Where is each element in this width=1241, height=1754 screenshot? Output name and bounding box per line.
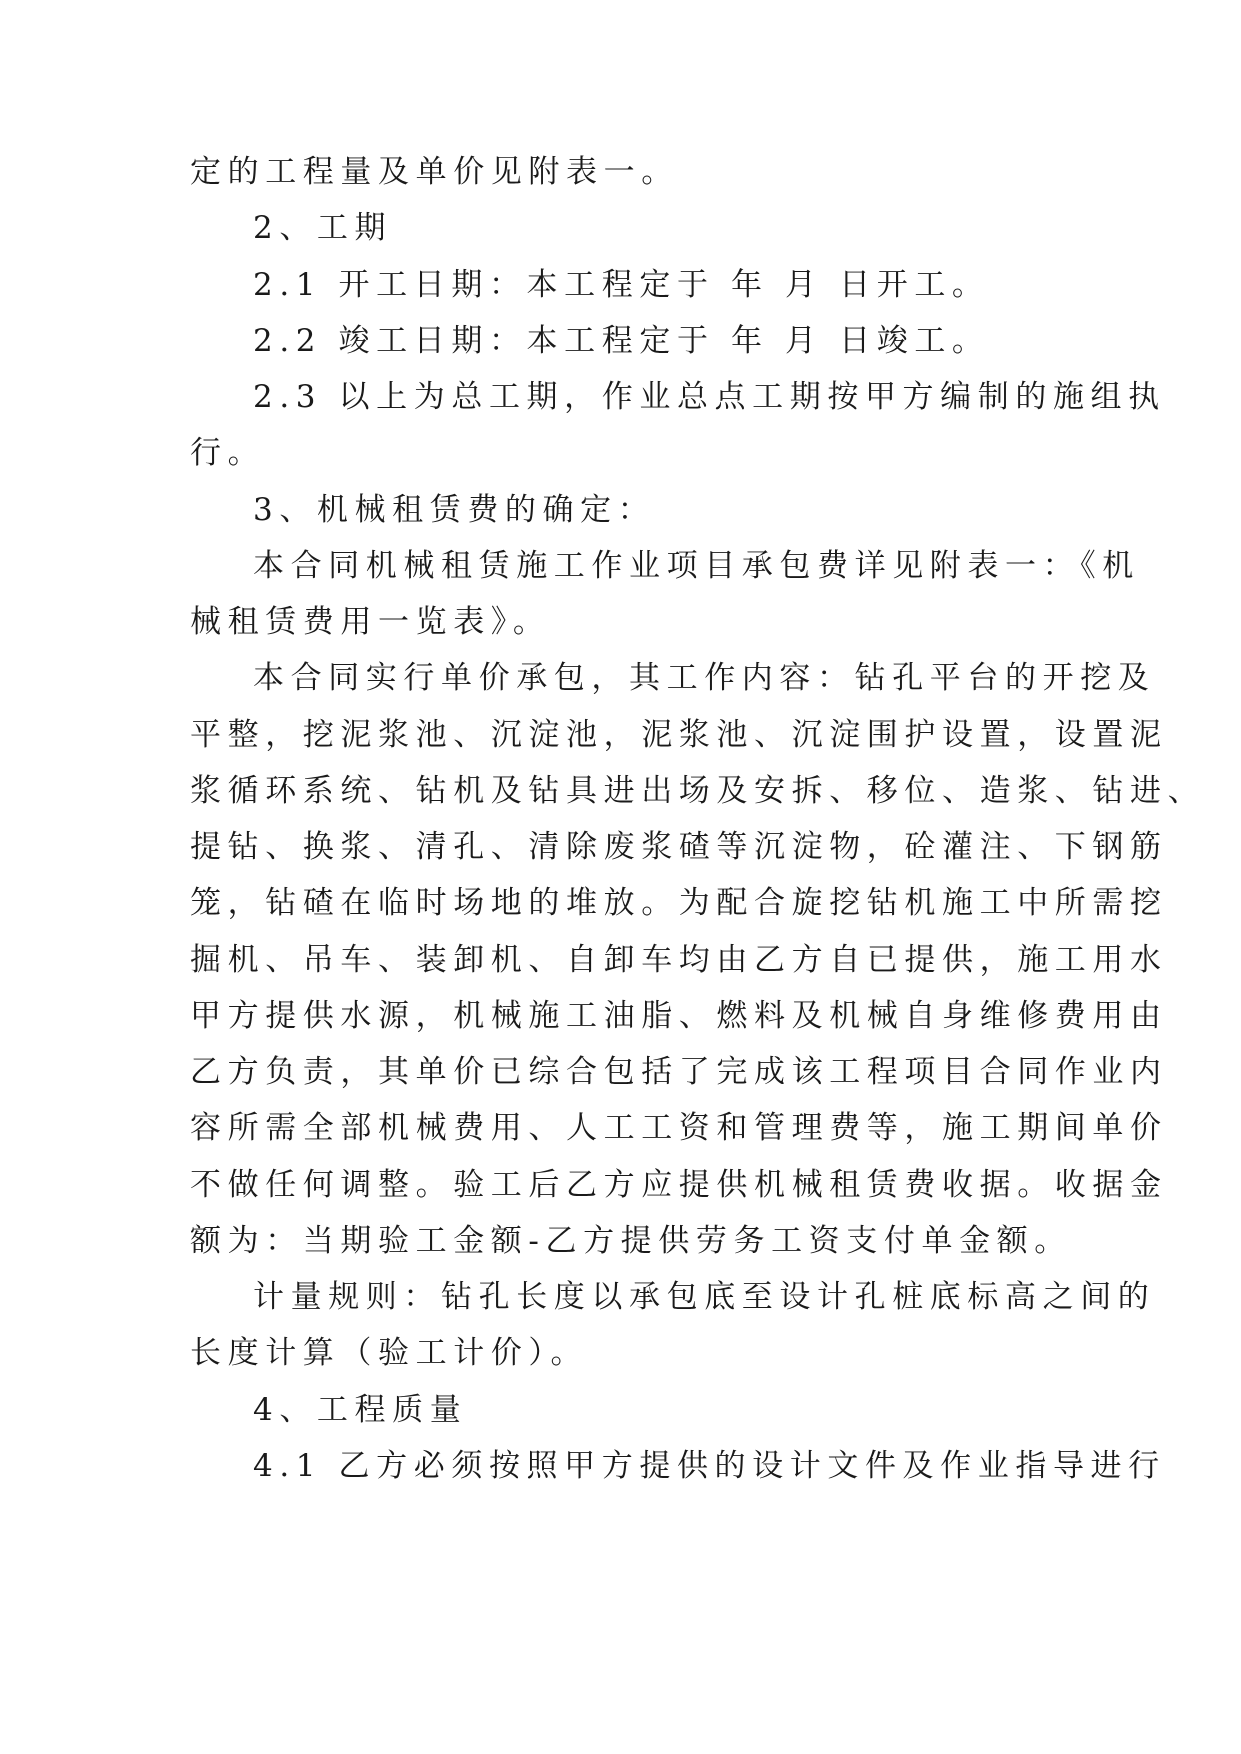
text-line: 不做任何调整。验工后乙方应提供机械租赁费收据。收据金 bbox=[190, 1167, 1168, 1203]
text-line: 甲方提供水源，机械施工油脂、燃料及机械自身维修费用由 bbox=[190, 998, 1168, 1034]
section-heading-schedule: 2、工期 bbox=[253, 210, 393, 246]
text-line: 浆循环系统、钻机及钻具进出场及安拆、移位、造浆、钻进、 bbox=[190, 773, 1206, 809]
text-line: 2.2 竣工日期：本工程定于 年 月 日竣工。 bbox=[253, 323, 990, 359]
text-line: 定的工程量及单价见附表一。 bbox=[190, 154, 679, 190]
text-line: 本合同机械租赁施工作业项目承包费详见附表一：《机 bbox=[253, 548, 1140, 584]
text-line: 平整，挖泥浆池、沉淀池，泥浆池、沉淀围护设置，设置泥 bbox=[190, 717, 1168, 753]
text-line: 2.1 开工日期：本工程定于 年 月 日开工。 bbox=[253, 267, 990, 303]
text-line: 本合同实行单价承包，其工作内容：钻孔平台的开挖及 bbox=[253, 660, 1156, 696]
text-line: 计量规则：钻孔长度以承包底至设计孔桩底标高之间的 bbox=[253, 1279, 1156, 1315]
text-line: 掘机、吊车、装卸机、自卸车均由乙方自已提供，施工用水 bbox=[190, 942, 1168, 978]
text-line: 乙方负责，其单价已综合包括了完成该工程项目合同作业内 bbox=[190, 1054, 1168, 1090]
section-heading-rental-fee: 3、机械租赁费的确定： bbox=[253, 492, 656, 528]
text-line: 长度计算（验工计价）。 bbox=[190, 1335, 589, 1371]
text-line: 额为：当期验工金额-乙方提供劳务工资支付单金额。 bbox=[190, 1223, 1072, 1259]
text-line: 容所需全部机械费用、人工工资和管理费等，施工期间单价 bbox=[190, 1110, 1168, 1146]
text-line: 4.1 乙方必须按照甲方提供的设计文件及作业指导进行 bbox=[253, 1448, 1166, 1484]
text-line: 械租赁费用一览表》。 bbox=[190, 604, 551, 640]
text-line: 行。 bbox=[190, 435, 266, 471]
text-line: 2.3 以上为总工期，作业总点工期按甲方编制的施组执 bbox=[253, 379, 1166, 415]
text-line: 提钻、换浆、清孔、清除废浆碴等沉淀物，砼灌注、下钢筋 bbox=[190, 829, 1168, 865]
section-heading-quality: 4、工程质量 bbox=[253, 1392, 468, 1428]
text-line: 笼，钻碴在临时场地的堆放。为配合旋挖钻机施工中所需挖 bbox=[190, 885, 1168, 921]
